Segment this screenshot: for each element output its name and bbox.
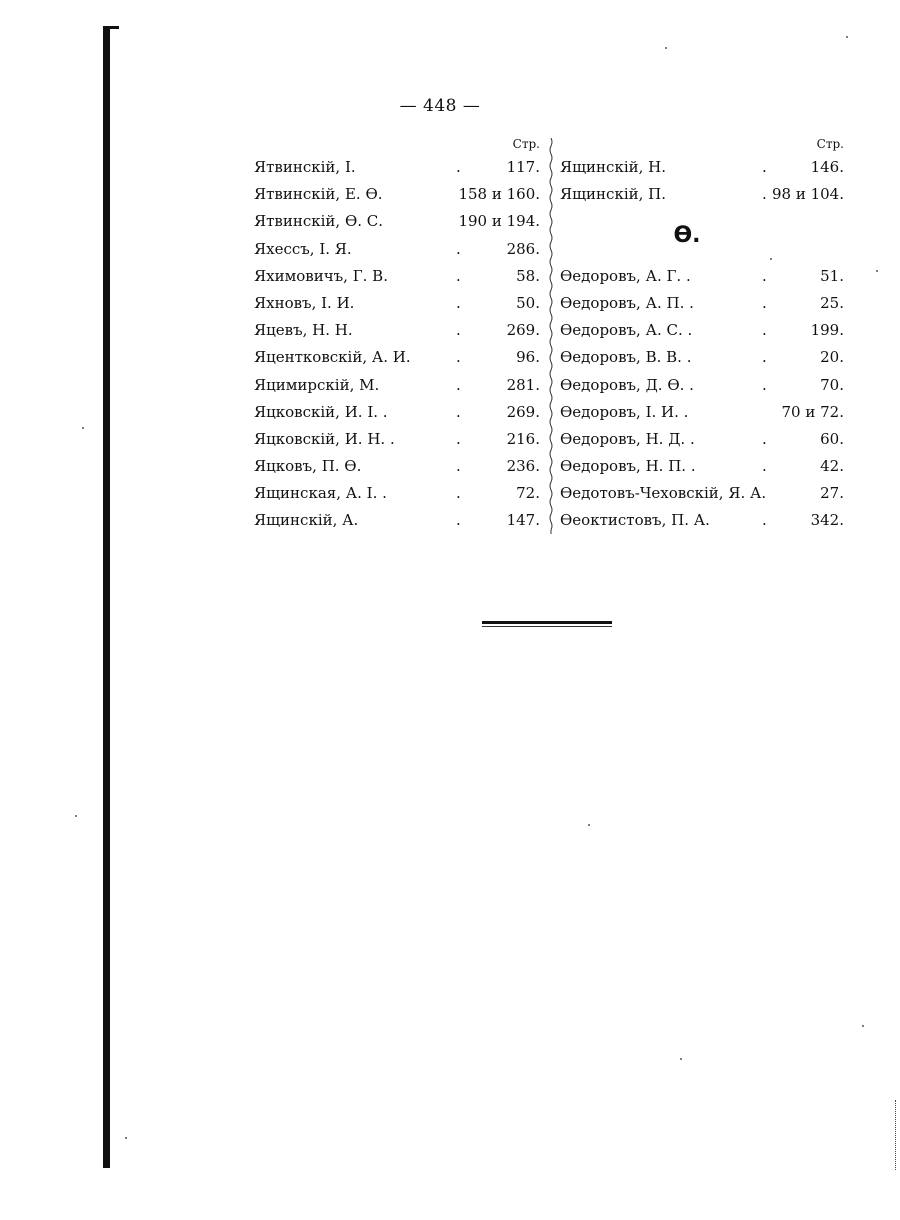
entry-page: 342. (810, 511, 844, 530)
index-entry (560, 181, 844, 208)
section-heading-letter: Ѳ. (673, 223, 701, 249)
leader-dot: . (456, 293, 461, 312)
entry-name: Ятвинскій, Ѳ. С. (254, 212, 384, 231)
end-rule-thin-line (482, 626, 612, 627)
leader-dot: . (456, 484, 461, 503)
leader-dot: . (762, 511, 767, 530)
scan-speck (680, 1058, 682, 1060)
end-rule-thick-line (482, 621, 612, 624)
leader-dot: . (456, 158, 461, 176)
leader-dot: . (762, 375, 767, 394)
entry-name: Яхимовичъ, Г. В. (254, 266, 388, 285)
end-rule (482, 620, 612, 628)
column-header-pages: Стр. (512, 137, 540, 151)
entry-name: Ящинскій, Н. (560, 158, 667, 176)
index-entry (254, 507, 540, 534)
entry-name: Яцковскій, И. I. . (254, 402, 388, 421)
index-entry (254, 344, 540, 371)
leader-dot: . (456, 321, 461, 340)
index-entry (254, 453, 540, 480)
scan-speck (846, 36, 848, 38)
entry-name: Яцковскій, И. Н. . (254, 429, 395, 448)
leader-dot: . (456, 429, 461, 448)
scan-speck (665, 47, 667, 49)
column-header-pages: Стр. (816, 137, 844, 151)
entry-name: Ящинскій, П. (560, 185, 667, 204)
entry-name: Ящинскій, А. (254, 511, 359, 530)
scan-speck (770, 258, 772, 260)
entry-name: Ѳеоктистовъ, П. А. (560, 511, 710, 530)
index-entry (560, 263, 844, 290)
entry-name: Ѳедоровъ, Н. Д. . (560, 429, 695, 448)
index-entry (560, 426, 844, 453)
scan-speck (588, 824, 590, 826)
binding-edge-tick (103, 26, 119, 29)
leader-dot: . (762, 429, 767, 448)
entry-page: 199. (810, 321, 844, 340)
scan-speck (75, 815, 77, 817)
entry-page: 286. (506, 239, 540, 258)
index-entry (254, 181, 540, 208)
binding-edge (103, 26, 110, 1168)
entry-name: Ящинская, А. I. . (254, 484, 387, 503)
index-entry (254, 317, 540, 344)
page-number: — 448 — (399, 96, 481, 116)
entry-name: Яцковъ, П. Ѳ. (254, 457, 362, 476)
index-entry (560, 507, 844, 534)
entry-page: 96. (516, 348, 540, 367)
index-entry (560, 399, 844, 426)
index-entry (254, 426, 540, 453)
scan-speck (862, 1025, 864, 1027)
index-entry (254, 154, 540, 181)
leader-dot: . (456, 511, 461, 530)
leader-dot: . (456, 402, 461, 421)
index-entry (560, 154, 844, 181)
scan-speck (125, 1137, 127, 1139)
entry-name: Ѳедоровъ, А. П. . (560, 293, 694, 312)
entry-page: 190 и 194. (458, 212, 540, 231)
entry-name: Ятвинскій, I. (254, 158, 356, 176)
page-edge-marks (893, 1100, 896, 1170)
entry-name: Яцентковскій, А. И. (254, 348, 411, 367)
index-column-left (254, 134, 540, 535)
entry-page: 117. (506, 158, 540, 176)
entry-name: Ѳедоровъ, В. В. . (560, 348, 692, 367)
leader-dot: . (762, 266, 767, 285)
index-entry (254, 236, 540, 263)
index-entry (560, 290, 844, 317)
entry-page: 50. (516, 293, 540, 312)
leader-dot: . (456, 348, 461, 367)
index-entry (254, 399, 540, 426)
entry-name: Яцимирскій, М. (254, 375, 380, 394)
scan-speck (876, 270, 878, 272)
entry-name: Ѳедоровъ, I. И. . (560, 402, 689, 421)
index-entry (254, 208, 540, 235)
entry-name: Ятвинскій, Е. Ѳ. (254, 185, 383, 204)
leader-dot: . (456, 457, 461, 476)
leader-dot: . (456, 375, 461, 394)
entry-page: 72. (516, 484, 540, 503)
entry-page: 147. (506, 511, 540, 530)
entry-page: 60. (820, 429, 844, 448)
index-column-right (560, 134, 844, 535)
entry-page: 51. (820, 266, 844, 285)
scan-speck (82, 427, 84, 429)
leader-dot: . (762, 321, 767, 340)
column-divider (548, 138, 554, 534)
leader-dot: . (762, 457, 767, 476)
index-entry (254, 480, 540, 507)
index-entry (560, 480, 844, 507)
entry-page: 20. (820, 348, 844, 367)
entry-page: 25. (820, 293, 844, 312)
entry-name: Ѳедоровъ, А. С. . (560, 321, 693, 340)
leader-dot: . (456, 239, 461, 258)
entry-page: 216. (506, 429, 540, 448)
entry-page: 269. (506, 321, 540, 340)
entry-page: 98 и 104. (771, 185, 844, 204)
index-entry (254, 372, 540, 399)
index-entry (560, 453, 844, 480)
entry-page: 281. (506, 375, 540, 394)
entry-name: Яхновъ, I. И. (254, 293, 355, 312)
entry-page: 42. (820, 457, 844, 476)
entry-page: 70. (820, 375, 844, 394)
leader-dot: . (456, 266, 461, 285)
entry-name: Яцевъ, Н. Н. (254, 321, 353, 340)
index-entry (560, 317, 844, 344)
entry-page: 158 и 160. (458, 185, 540, 204)
entry-page: 70 и 72. (781, 402, 844, 421)
entry-page: 27. (820, 484, 844, 503)
index-entry (254, 290, 540, 317)
leader-dot: . (762, 293, 767, 312)
entry-name: Ѳедоровъ, Д. Ѳ. . (560, 375, 694, 394)
index-entry (254, 263, 540, 290)
leader-dot: . (762, 158, 767, 176)
leader-dot: . (762, 348, 767, 367)
entry-page: 58. (516, 266, 540, 285)
entry-page: 269. (506, 402, 540, 421)
entry-name: Яхессъ, I. Я. (254, 239, 352, 258)
entry-page: 146. (810, 158, 844, 176)
entry-name: Ѳедоровъ, А. Г. . (560, 266, 691, 285)
entry-page: 236. (506, 457, 540, 476)
index-entry (560, 372, 844, 399)
leader-dot: . (762, 185, 767, 204)
entry-name: Ѳедотовъ-Чеховскій, Я. А. (560, 484, 767, 503)
index-entry (560, 344, 844, 371)
entry-name: Ѳедоровъ, Н. П. . (560, 457, 696, 476)
